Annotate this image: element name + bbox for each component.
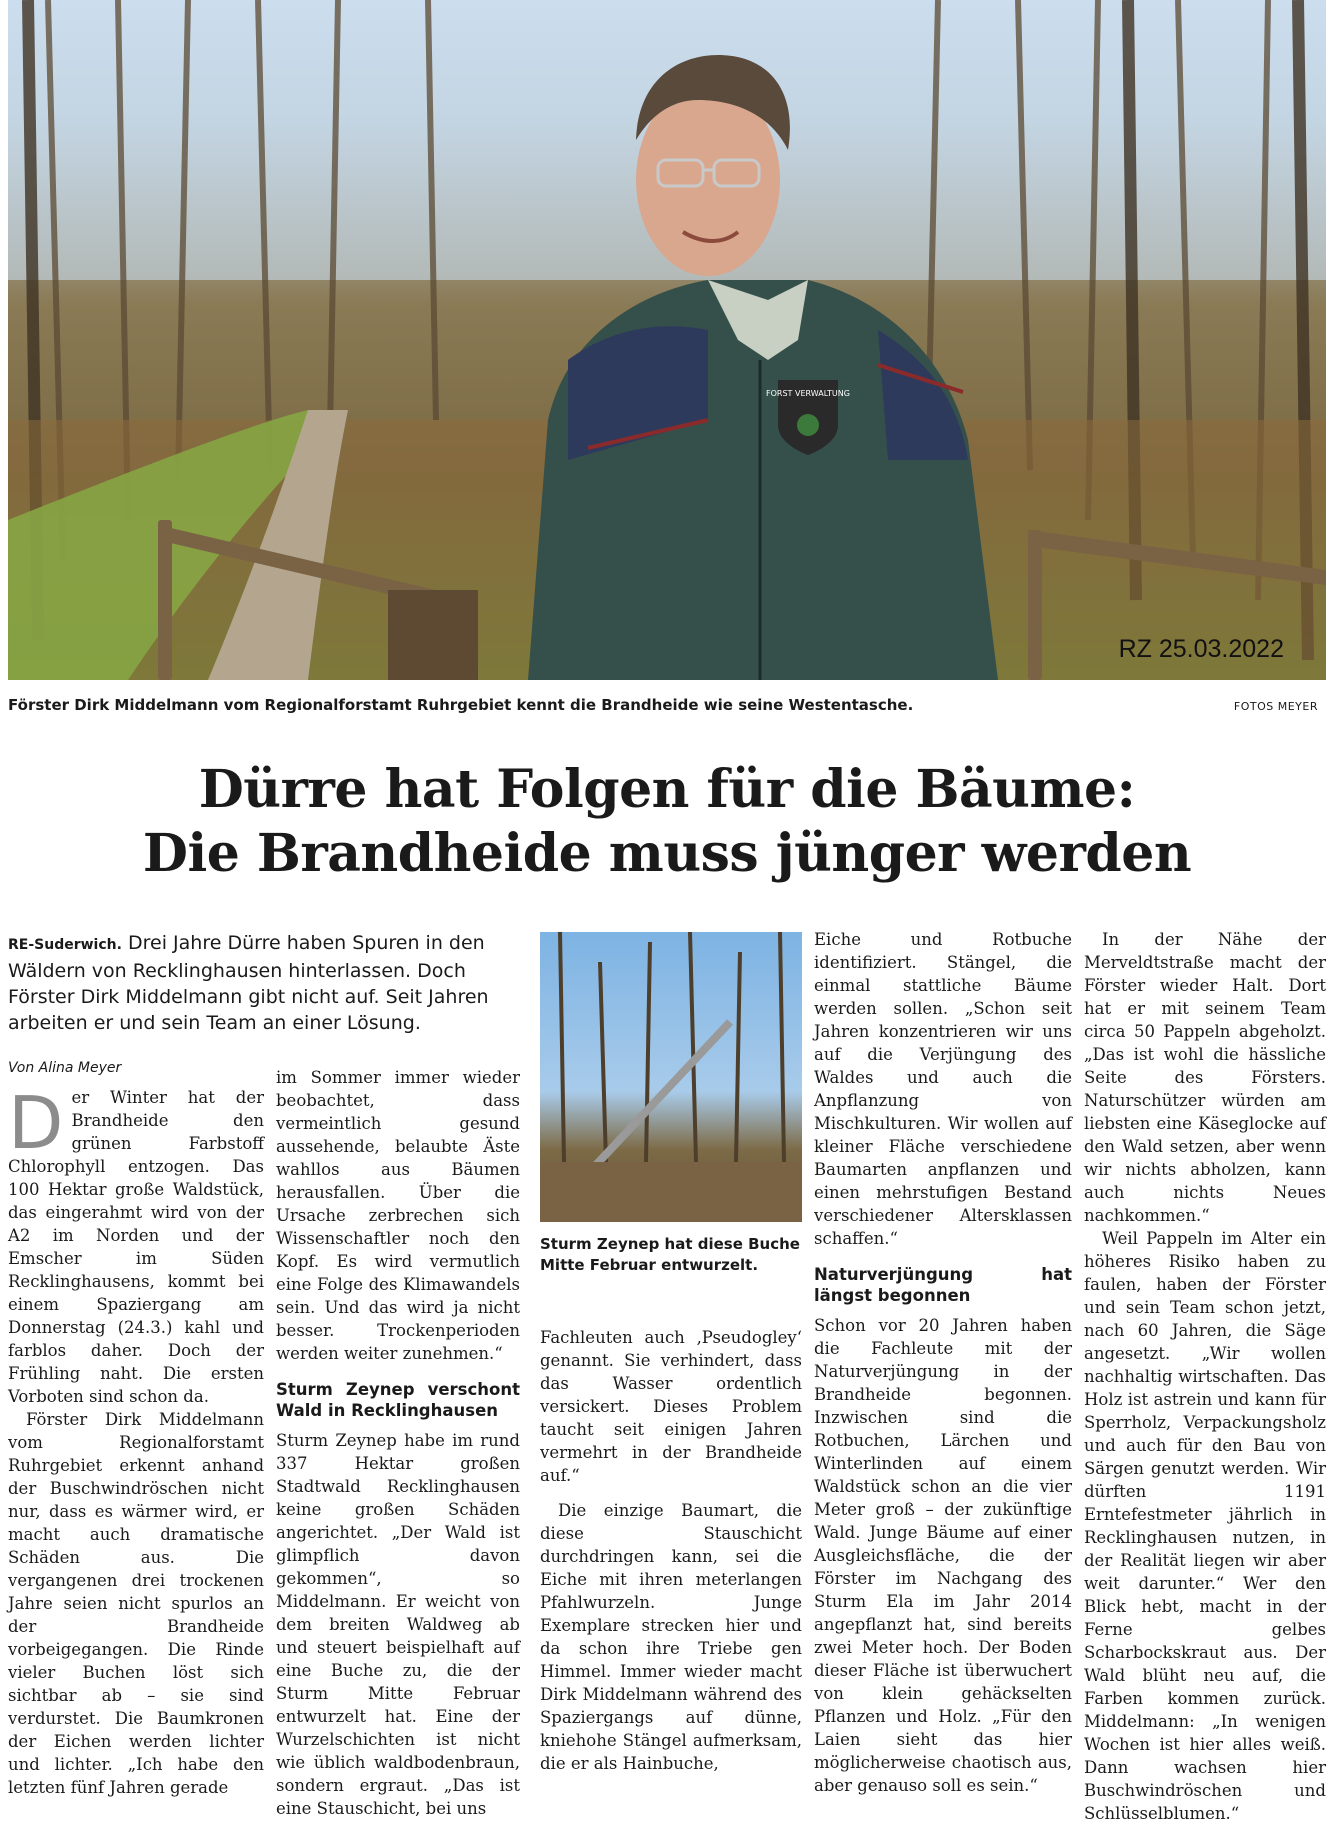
dropcap: D xyxy=(8,1081,64,1165)
dateline: RE-Suderwich. xyxy=(8,937,122,953)
inset-caption: Sturm Zeynep hat diese Buche Mitte Februar entwurzelt. xyxy=(540,1235,800,1274)
main-photo xyxy=(8,0,1326,680)
date-stamp: RZ 25.03.2022 xyxy=(1118,635,1284,663)
column-1 xyxy=(8,1081,264,1799)
column-3 xyxy=(540,1326,802,1775)
col1-paragraph-2: Förster Dirk Middelmann vom Regionalforstamt Ruhrgebiet erkennt anhand der Buschwindröschen nicht nur, dass es wärmer wird, er macht auch dramatische Schäden aus. Die vergangenen drei trockenen Jahre seien nicht spurlos an der Brandheide vorbeigegangen. Die Rinde vieler Buchen löst sich sichtbar ab – sie sind verdurstet. Die Baumkronen der Eichen werden lichter und lichter. „Ich habe den letzten fünf Jahren gerade xyxy=(8,1410,264,1797)
intro-paragraph xyxy=(8,930,528,1036)
author-byline: Von Alina Meyer xyxy=(8,1060,122,1076)
headline-line-1: Dürre hat Folgen für die Bäume: xyxy=(198,759,1136,820)
fallen-beech-illustration xyxy=(540,932,802,1222)
col5-paragraph-2: Weil Pappeln im Alter ein höheres Risiko haben zu faulen, haben der Förster und sein Team schon jetzt, nach 60 Jahren, die Säge angesetzt. „Wir wollen nachhaltig wirtschaften. Das Holz ist astrein und kann für Sperrholz, Verpackungsholz und auch für den Bau von Särgen genutzt werden. Wir dürften 1191 Erntefestmeter jährlich in Recklinghausen nutzen, in der Realität liegen wir aber weit darunter.“ Wer den Blick hebt, macht in der Ferne gelbes Scharbockskraut aus. Der Wald blüht neu auf, die Farben kommen zurück. Middelmann: „In wenigen Wochen ist hier alles weiß. Dann wachsen hier Buschwindröschen und Schlüsselblumen.“ xyxy=(1084,1229,1326,1823)
col4-paragraph-2: Schon vor 20 Jahren haben die Fachleute mit der Naturverjüngung in der Brandheide begonnen. Inzwischen sind die Rotbuchen, Lärchen und Winterlinden auf einem Waldstück schon an die vier Meter groß – der zukünftige Wald. Junge Bäume auf einer Ausgleichsfläche, die der Förster im Nachgang des Sturm Ela im Jahr 2014 angepflanzt hat, sind bereits zwei Meter hoch. Der Boden dieser Fläche ist überwuchert von klein gehäckselten Pflanzen und Holz. „Für den Laien sieht das hier möglicherweise chaotisch aus, aber genauso soll es sein.“ xyxy=(814,1316,1072,1795)
column-4 xyxy=(814,928,1072,1797)
col2-paragraph-2: Sturm Zeynep habe im rund 337 Hektar großen Stadtwald Recklinghausen keine großen Schäden angerichtet. „Der Wald ist glimpflich davon gekommen“, so Middelmann. Er weicht von dem breiten Waldweg ab und steuert beispielhaft auf eine Buche zu, die der Sturm Mitte Februar entwurzelt hat. Eine der Wurzelschichten ist nicht wie üblich waldbodenbraun, sondern ergraut. „Das ist eine Stauschicht, bei uns xyxy=(276,1431,520,1818)
photo-caption: Förster Dirk Middelmann vom Regionalforstamt Ruhrgebiet kennt die Brandheide wie seine Westentasche. xyxy=(8,696,914,714)
col4-subhead: Naturverjüngung hat längst begonnen xyxy=(814,1265,1072,1305)
headline-line-2: Die Brandheide muss jünger werden xyxy=(142,823,1192,884)
photo-caption-row xyxy=(8,692,1326,722)
col1-p1-text: er Winter hat der Brandheide den grünen Farbstoff Chlorophyll entzogen. Das 100 Hektar große Waldstück, das eingerahmt wird von der A2 im Norden und der Emscher im Süden Recklinghausens, kommt bei einem Spaziergang am Donnerstag (24.3.) kahl und farblos daher. Doch der Frühling naht. Die ersten Vorboten sind schon da. xyxy=(8,1088,264,1406)
col5-paragraph-1: In der Nähe der Merveldtstraße macht der Förster wieder Halt. Dort hat er mit seinem Team circa 50 Pappeln abgeholzt. „Das ist wohl die hässliche Seite des Försters. Naturschützer würden am liebsten eine Käseglocke auf den Wald setzen, aber wenn wir nichts abholzen, kann auch nichts Neues nachkommen.“ xyxy=(1084,930,1326,1225)
forest-photo-illustration xyxy=(8,0,1326,680)
col3-paragraph-1: Fachleuten auch ‚Pseudogley‘ genannt. Sie verhindert, dass das Wasser ordentlich versickert. Dieses Problem taucht seit einigen Jahren vermehrt in der Brandheide auf.“ xyxy=(540,1328,802,1485)
col2-paragraph-1: im Sommer immer wieder beobachtet, dass vermeintlich gesund aussehende, belaubte Äste wahllos aus Bäumen herausfallen. Über die Ursache zerbrechen sich Wissenschaftler noch den Kopf. Es wird vermutlich eine Folge des Klimawandels sein. Und das wird ja nicht besser. Trockenperioden werden weiter zunehmen.“ xyxy=(276,1068,520,1363)
column-2 xyxy=(276,1066,520,1820)
headline xyxy=(8,758,1326,886)
column-5 xyxy=(1084,928,1326,1825)
photo-credit: FOTOS MEYER xyxy=(1233,700,1318,713)
patch-text: FORST VERWALTUNG xyxy=(766,389,850,398)
col2-subhead: Sturm Zeynep verschont Wald in Recklinghausen xyxy=(276,1380,520,1420)
intro-text: Drei Jahre Dürre haben Spuren in den Wäldern von Recklinghausen hinterlassen. Doch Förster Dirk Middelmann gibt nicht auf. Seit Jahren arbeiten er und sein Team an einer Lösung. xyxy=(8,932,489,1034)
col1-paragraph-1 xyxy=(8,1081,264,1408)
col4-paragraph-1: Eiche und Rotbuche identifiziert. Stängel, die einmal stattliche Bäume werden sollen. „Schon seit Jahren konzentrieren wir uns auf die Verjüngung des Waldes und auch die Anpflanzung von Mischkulturen. Wir wollen auf kleiner Fläche verschiedene Baumarten anpflanzen und einen mehrstufigen Bestand verschiedener Altersklassen schaffen.“ xyxy=(814,930,1072,1248)
inset-photo xyxy=(540,932,802,1222)
col3-paragraph-2: Die einzige Baumart, die diese Stauschicht durchdringen kann, sei die Eiche mit ihren meterlangen Pfahlwurzeln. Junge Exemplare strecken hier und da schon ihre Triebe gen Himmel. Immer wieder macht Dirk Middelmann während des Spaziergangs auf dünne, kniehohe Stängel aufmerksam, die er als Hainbuche, xyxy=(540,1501,802,1773)
